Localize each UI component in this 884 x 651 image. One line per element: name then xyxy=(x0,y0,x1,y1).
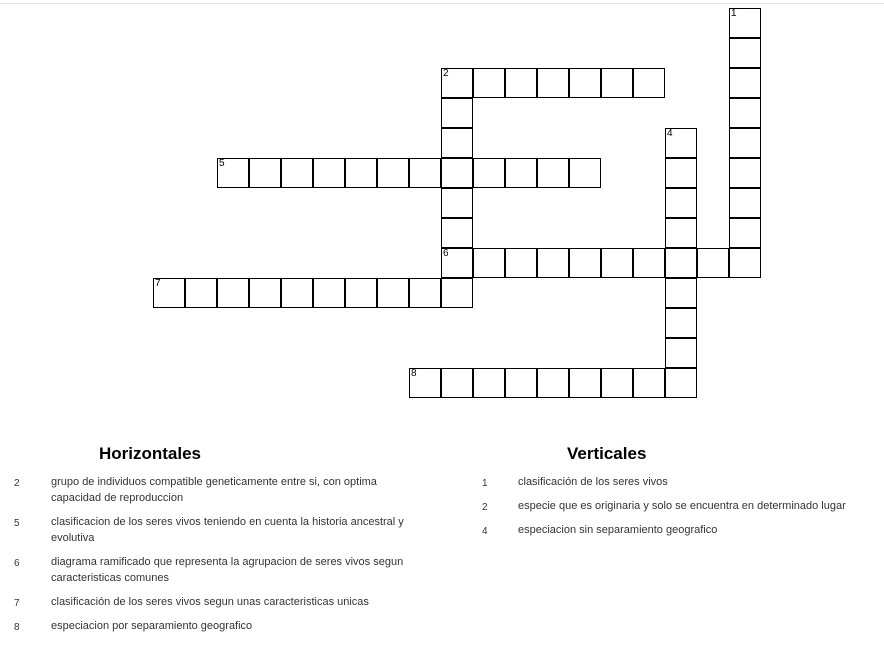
crossword-cell[interactable] xyxy=(377,158,409,188)
clue-text: especiacion sin separamiento geografico xyxy=(518,524,718,536)
crossword-cell[interactable] xyxy=(409,368,441,398)
crossword-cell[interactable] xyxy=(601,368,633,398)
down-clue xyxy=(482,498,872,516)
clue-text: especiacion por separamiento geografico xyxy=(51,620,253,632)
crossword-cell[interactable] xyxy=(665,128,697,158)
across-clue xyxy=(14,594,434,612)
crossword-cell[interactable] xyxy=(313,278,345,308)
crossword-cell[interactable] xyxy=(441,278,473,308)
across-clue xyxy=(14,474,434,508)
crossword-cell[interactable] xyxy=(505,68,537,98)
crossword-cell[interactable] xyxy=(729,188,761,218)
crossword-cell[interactable] xyxy=(537,368,569,398)
crossword-cell[interactable] xyxy=(185,278,217,308)
crossword-cell[interactable] xyxy=(409,278,441,308)
cell-number: 1 xyxy=(731,8,737,19)
crossword-cell[interactable] xyxy=(729,248,761,278)
crossword-cell[interactable] xyxy=(729,98,761,128)
clue-number: 1 xyxy=(482,478,488,489)
crossword-cell[interactable] xyxy=(537,158,569,188)
crossword-cell[interactable] xyxy=(729,68,761,98)
crossword-cell[interactable] xyxy=(633,68,665,98)
clue-text: especie que es originaria y solo se encuentra en determinado lugar xyxy=(518,500,846,512)
crossword-cell[interactable] xyxy=(217,278,249,308)
crossword-cell[interactable] xyxy=(729,218,761,248)
crossword-cell[interactable] xyxy=(697,248,729,278)
crossword-cell[interactable] xyxy=(537,68,569,98)
crossword-cell[interactable] xyxy=(569,248,601,278)
clue-number: 2 xyxy=(14,478,20,489)
crossword-cell[interactable] xyxy=(409,158,441,188)
cell-number: 2 xyxy=(443,68,449,79)
down-clue xyxy=(482,474,872,492)
crossword-cell[interactable] xyxy=(665,308,697,338)
crossword-cell[interactable] xyxy=(441,158,473,188)
cell-number: 6 xyxy=(443,248,449,259)
crossword-cell[interactable] xyxy=(473,158,505,188)
down-heading: Verticales xyxy=(567,444,647,463)
crossword-cell[interactable] xyxy=(665,158,697,188)
crossword-cell[interactable] xyxy=(281,158,313,188)
clue-text: clasificación de los seres vivos xyxy=(518,476,668,488)
crossword-cell[interactable] xyxy=(249,278,281,308)
clue-number: 6 xyxy=(14,558,20,569)
crossword-cell[interactable] xyxy=(569,68,601,98)
crossword-cell[interactable] xyxy=(665,368,697,398)
crossword-cell[interactable] xyxy=(569,158,601,188)
crossword-cell[interactable] xyxy=(377,278,409,308)
crossword-cell[interactable] xyxy=(601,248,633,278)
crossword-cell[interactable] xyxy=(249,158,281,188)
crossword-cell[interactable] xyxy=(665,188,697,218)
crossword-cell[interactable] xyxy=(729,158,761,188)
crossword-cell[interactable] xyxy=(665,278,697,308)
crossword-cell[interactable] xyxy=(665,338,697,368)
crossword-cell[interactable] xyxy=(441,68,473,98)
crossword-cell[interactable] xyxy=(729,128,761,158)
crossword-cell[interactable] xyxy=(473,368,505,398)
crossword-cell[interactable] xyxy=(633,368,665,398)
clue-text: clasificacion de los seres vivos teniendo en cuenta la historia ancestral y evolutiva xyxy=(51,516,404,544)
across-clue xyxy=(14,618,434,636)
crossword-cell[interactable] xyxy=(473,248,505,278)
clue-text: clasificación de los seres vivos segun unas caracteristicas unicas xyxy=(51,596,369,608)
clue-number: 4 xyxy=(482,526,488,537)
crossword-cell[interactable] xyxy=(601,68,633,98)
clue-text: diagrama ramificado que representa la agrupacion de seres vivos segun caracteristicas comunes xyxy=(51,556,404,584)
clue-number: 8 xyxy=(14,622,20,633)
cell-number: 8 xyxy=(411,368,417,379)
crossword-cell[interactable] xyxy=(537,248,569,278)
crossword-cell[interactable] xyxy=(345,158,377,188)
crossword-cell[interactable] xyxy=(505,158,537,188)
crossword-cell[interactable] xyxy=(441,98,473,128)
across-heading: Horizontales xyxy=(99,444,202,463)
clue-number: 2 xyxy=(482,502,488,513)
crossword-cell[interactable] xyxy=(441,128,473,158)
cell-number: 5 xyxy=(219,158,225,169)
clue-number: 7 xyxy=(14,598,20,609)
cell-number: 7 xyxy=(155,278,161,289)
crossword-cell[interactable] xyxy=(345,278,377,308)
across-clue xyxy=(14,514,434,548)
clue-text: grupo de individuos compatible geneticamente entre si, con optima capacidad de reproduccion xyxy=(51,476,377,504)
crossword-cell[interactable] xyxy=(441,188,473,218)
crossword-cell[interactable] xyxy=(217,158,249,188)
crossword-cell[interactable] xyxy=(665,218,697,248)
crossword-cell[interactable] xyxy=(441,248,473,278)
crossword-cell[interactable] xyxy=(473,68,505,98)
crossword-cell[interactable] xyxy=(665,248,697,278)
crossword-cell[interactable] xyxy=(441,218,473,248)
crossword-cell[interactable] xyxy=(633,248,665,278)
crossword-cell[interactable] xyxy=(153,278,185,308)
cell-number: 4 xyxy=(667,128,673,139)
crossword-cell[interactable] xyxy=(281,278,313,308)
crossword-cell[interactable] xyxy=(505,248,537,278)
across-clue xyxy=(14,554,434,588)
crossword-cell[interactable] xyxy=(505,368,537,398)
down-clue xyxy=(482,522,872,540)
crossword-cell[interactable] xyxy=(729,8,761,38)
crossword-cell[interactable] xyxy=(569,368,601,398)
crossword-cell[interactable] xyxy=(729,38,761,68)
clue-number: 5 xyxy=(14,518,20,529)
crossword-cell[interactable] xyxy=(313,158,345,188)
crossword-cell[interactable] xyxy=(441,368,473,398)
